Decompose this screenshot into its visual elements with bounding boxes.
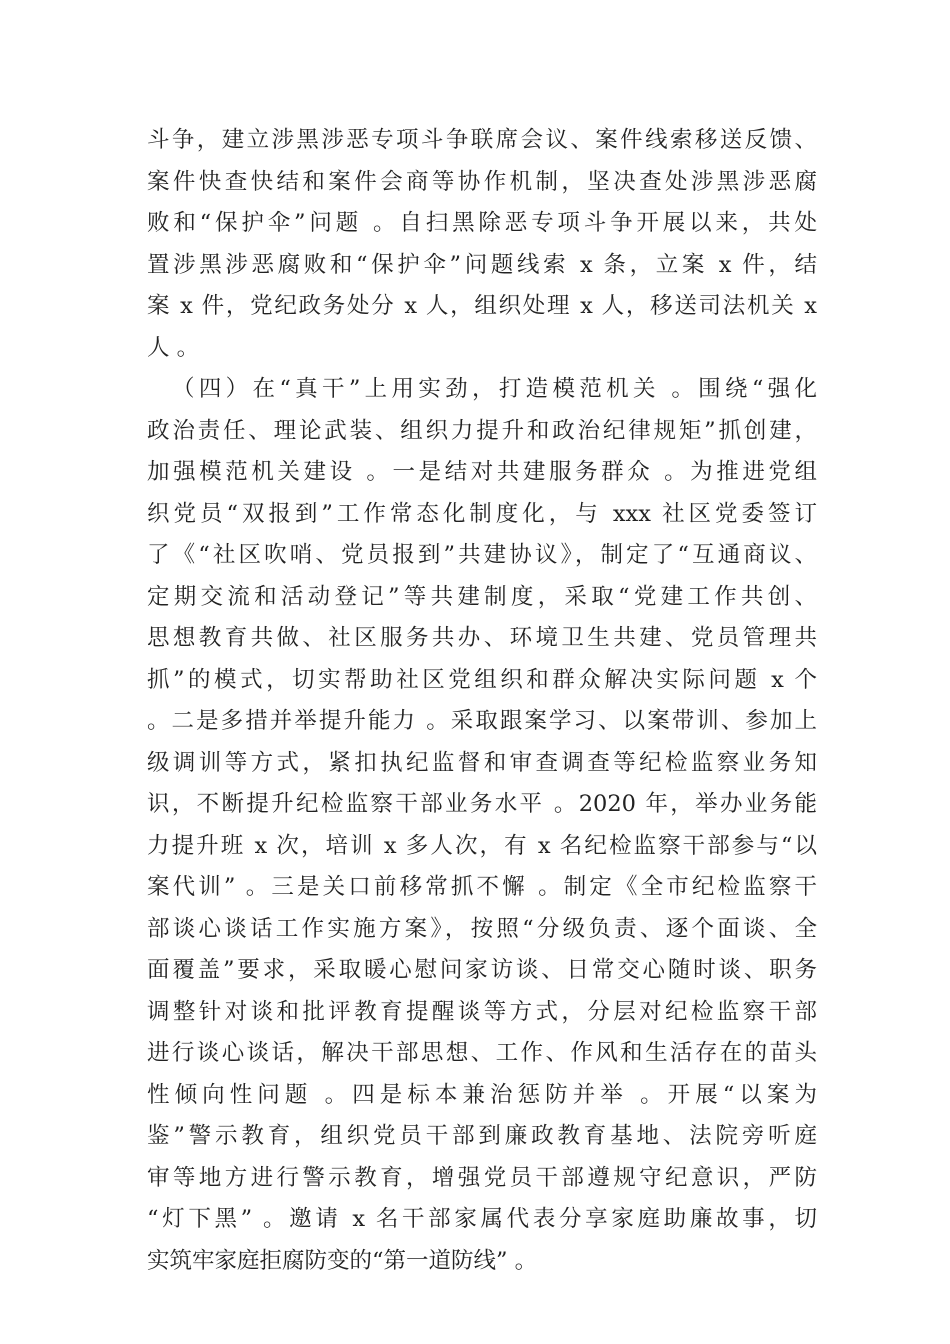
text-line: 加强模范机关建设 。一是结对共建服务群众 。为推进党组	[147, 459, 817, 485]
text-line: 了《“社区吹哨、党员报到”共建协议》，制定了“互通商议、	[147, 542, 817, 568]
paragraph-1	[147, 120, 817, 369]
text-line: 面覆盖”要求，采取暖心慰问家访谈、日常交心随时谈、职务	[147, 957, 817, 983]
text-line: 思想教育共做、社区服务共办、环境卫生共建、党员管理共	[147, 625, 817, 651]
text-line: 调整针对谈和批评教育提醒谈等方式，分层对纪检监察干部	[147, 998, 817, 1025]
text-line: 置涉黑涉恶腐败和“保护伞”问题线索 x 条，立案 x 件，结	[147, 251, 817, 278]
paragraph-2	[147, 369, 817, 1282]
text-line: 实筑牢家庭拒腐防变的“第一道防线” 。	[147, 1247, 538, 1274]
text-line: 进行谈心谈话，解决干部思想、工作、作风和生活存在的苗头	[147, 1040, 817, 1066]
text-line: 人 。	[147, 334, 200, 361]
text-line: （四）在“真干”上用实劲，打造模范机关 。围绕“强化	[172, 376, 817, 402]
text-line: 败和“保护伞”问题 。自扫黑除恶专项斗争开展以来，共处	[147, 210, 817, 236]
text-line: 识，不断提升纪检监察干部业务水平 。2020 年，举办业务能	[147, 791, 817, 817]
text-line: 鉴”警示教育，组织党员干部到廉政教育基地、法院旁听庭	[147, 1123, 817, 1149]
text-line: 定期交流和活动登记”等共建制度，采取“党建工作共创、	[147, 583, 817, 610]
text-line: 案件快查快结和案件会商等协作机制，坚决查处涉黑涉恶腐	[147, 168, 817, 195]
text-line: 政治责任、理论武装、组织力提升和政治纪律规矩”抓创建，	[147, 417, 817, 444]
text-line: 案 x 件，党纪政务处分 x 人，组织处理 x 人，移送司法机关 x	[147, 293, 817, 319]
text-line: “灯下黑” 。邀请 x 名干部家属代表分享家庭助廉故事，切	[147, 1206, 817, 1232]
text-line: 性倾向性问题 。四是标本兼治惩防并举 。开展“以案为	[147, 1081, 817, 1108]
text-line: 案代训” 。三是关口前移常抓不懈 。制定《全市纪检监察干	[147, 874, 817, 900]
text-line: 抓”的模式，切实帮助社区党组织和群众解决实际问题 x 个	[147, 666, 817, 693]
text-line: 部谈心谈话工作实施方案》，按照“分级负责、逐个面谈、全	[147, 915, 817, 942]
text-line: 审等地方进行警示教育，增强党员干部遵规守纪意识，严防	[147, 1164, 817, 1191]
text-line: 织党员“双报到”工作常态化制度化，与 xxx 社区党委签订	[147, 500, 817, 527]
document-page	[147, 120, 817, 1282]
text-line: 级调训等方式，紧扣执纪监督和审查调查等纪检监察业务知	[147, 749, 817, 776]
text-line: 斗争，建立涉黑涉恶专项斗争联席会议、案件线索移送反馈、	[147, 127, 817, 153]
text-line: 。二是多措并举提升能力 。采取跟案学习、以案带训、参加上	[147, 708, 817, 734]
text-line: 力提升班 x 次，培训 x 多人次，有 x 名纪检监察干部参与“以	[147, 832, 817, 859]
